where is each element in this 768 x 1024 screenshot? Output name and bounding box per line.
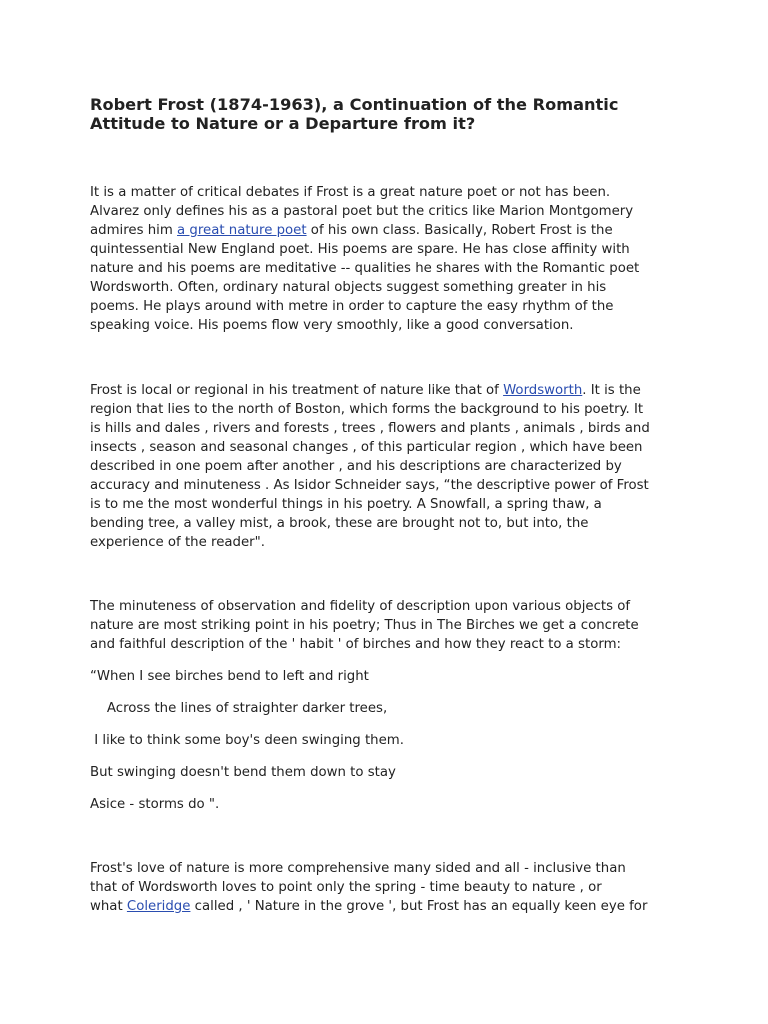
paragraph-1 (90, 183, 700, 335)
paragraph-line: bending tree, a valley mist, a brook, these are brought not to, but into, the (90, 516, 589, 531)
paragraph-4 (90, 859, 700, 916)
paragraph-line: experience of the reader". (90, 535, 265, 550)
verse-line-4: But swinging doesn't bend them down to stay (90, 765, 396, 780)
paragraph-3 (90, 597, 700, 654)
paragraph-line: and faithful description of the ' habit ' of birches and how they react to a storm: (90, 637, 621, 652)
wordsworth-link[interactable]: Wordsworth (503, 383, 583, 398)
great-nature-poet-link[interactable]: a great nature poet (177, 223, 307, 238)
paragraph-line: Wordsworth. Often, ordinary natural objects suggest something greater in his (90, 280, 607, 295)
paragraph-line: Frost's love of nature is more comprehensive many sided and all - inclusive than (90, 861, 626, 876)
paragraph-line (90, 897, 700, 916)
paragraph-line: poems. He plays around with metre in order to capture the easy rhythm of the (90, 299, 614, 314)
title-line-2: Attitude to Nature or a Departure from it? (90, 114, 476, 133)
text-segment: what (90, 899, 127, 914)
text-segment: . It is the (582, 383, 641, 398)
paragraph-line: Alvarez only defines his as a pastoral poet but the critics like Marion Montgomery (90, 204, 634, 219)
paragraph-line: accuracy and minuteness . As Isidor Schneider says, “the descriptive power of Frost (90, 478, 649, 493)
paragraph-line: nature and his poems are meditative -- qualities he shares with the Romantic poet (90, 261, 640, 276)
text-segment: admires him (90, 223, 178, 238)
text-segment: Frost is local or regional in his treatment of nature like that of (90, 383, 504, 398)
title-line-1: Robert Frost (1874-1963), a Continuation of the Romantic (90, 95, 619, 114)
text-segment: called , ' Nature in the grove ', but Frost has an equally keen eye for (190, 899, 648, 914)
paragraph-line: described in one poem after another , and his descriptions are characterized by (90, 459, 622, 474)
paragraph-line: is to me the most wonderful things in his poetry. A Snowfall, a spring thaw, a (90, 497, 602, 512)
paragraph-line: quintessential New England poet. His poems are spare. He has close affinity with (90, 242, 630, 257)
verse-line-5: Asice - storms do ". (90, 797, 220, 812)
paragraph-line: It is a matter of critical debates if Frost is a great nature poet or not has been. (90, 185, 611, 200)
paragraph-line (90, 221, 700, 240)
paragraph-2 (90, 381, 700, 552)
paragraph-line (90, 381, 700, 400)
paragraph-line: that of Wordsworth loves to point only the spring - time beauty to nature , or (90, 880, 602, 895)
paragraph-line: nature are most striking point in his poetry; Thus in The Birches we get a concrete (90, 618, 639, 633)
coleridge-link[interactable]: Coleridge (126, 899, 191, 914)
paragraph-line: The minuteness of observation and fidelity of description upon various objects of (90, 599, 631, 614)
text-segment: of his own class. Basically, Robert Frost is the (306, 223, 613, 238)
page-title (90, 93, 690, 131)
verse-line-2: Across the lines of straighter darker trees, (90, 701, 388, 716)
paragraph-line: speaking voice. His poems flow very smoothly, like a good conversation. (90, 318, 574, 333)
paragraph-line: insects , season and seasonal changes , of this particular region , which have been (90, 440, 643, 455)
paragraph-line: is hills and dales , rivers and forests , trees , flowers and plants , animals , birds and (90, 421, 650, 436)
verse-line-1: “When I see birches bend to left and right (90, 669, 369, 684)
paragraph-line: region that lies to the north of Boston, which forms the background to his poetry. It (90, 402, 644, 417)
verse-line-3: I like to think some boy's deen swinging them. (90, 733, 404, 748)
